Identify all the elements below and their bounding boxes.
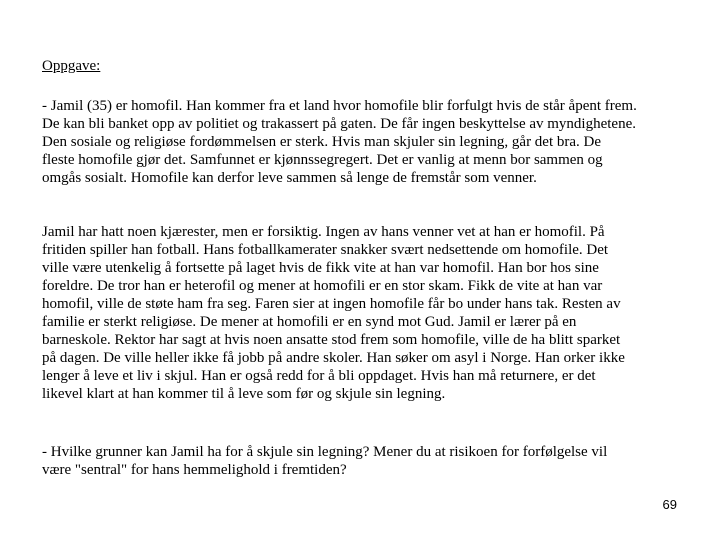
text-line: lenger å leve et liv i skjul. Han er også redd for å bli oppdaget. Hvis han må returnere, er det <box>42 368 596 384</box>
text-line: - Hvilke grunner kan Jamil ha for å skjule sin legning? Mener du at risikoen for forfølgelse vil <box>42 444 608 460</box>
text-line: - Jamil (35) er homofil. Han kommer fra et land hvor homofile blir forfulgt hvis de står åpent frem. <box>42 98 637 114</box>
text-line: Jamil har hatt noen kjærester, men er forsiktig. Ingen av hans venner vet at han er homofil. På <box>42 224 605 240</box>
text-line: ville være utenkelig å fortsette på laget hvis de fikk vite at han var homofil. Han bor hos sine <box>42 260 599 276</box>
text-line: barneskole. Rektor har sagt at hvis noen ansatte stod frem som homofile, ville de ha blitt sparket <box>42 332 621 348</box>
task-heading: Oppgave: <box>42 58 101 74</box>
text-line: homofil, ville de støte ham fra seg. Faren sier at ingen homofile får bo under hans tak. Resten av <box>42 296 621 312</box>
paragraph-question <box>42 443 692 479</box>
paragraph-story <box>42 223 692 403</box>
text-line: familie er sterkt religiøse. De mener at homofili er en synd mot Gud. Jamil er lærer på en <box>42 314 577 330</box>
text-line: fleste homofile gjør det. Samfunnet er kjønnssegregert. Det er vanlig at menn bor sammen og <box>42 152 603 168</box>
text-line: fritiden spiller han fotball. Hans fotballkamerater snakker svært nedsettende om homofile. Det <box>42 242 609 258</box>
page-number: 69 <box>662 497 677 512</box>
paragraph-intro <box>42 97 692 187</box>
text-line: foreldre. De tror han er heterofil og mener at homofili er en stor skam. Fikk de vite at han var <box>42 278 603 294</box>
text-line: likevel klart at han kommer til å leve som før og skjule sin legning. <box>42 386 446 402</box>
text-line: være "sentral" for hans hemmelighold i fremtiden? <box>42 462 347 478</box>
text-line: De kan bli banket opp av politiet og trakassert på gaten. De får ingen beskyttelse av myndighetene. <box>42 116 636 132</box>
text-line: på dagen. De ville heller ikke få jobb på andre skoler. Han søker om asyl i Norge. Han orker ikke <box>42 350 625 366</box>
text-line: Den sosiale og religiøse fordømmelsen er sterk. Hvis man skjuler sin legning, går det bra. De <box>42 134 602 150</box>
text-line: omgås sosialt. Homofile kan derfor leve sammen så lenge de fremstår som venner. <box>42 170 537 186</box>
